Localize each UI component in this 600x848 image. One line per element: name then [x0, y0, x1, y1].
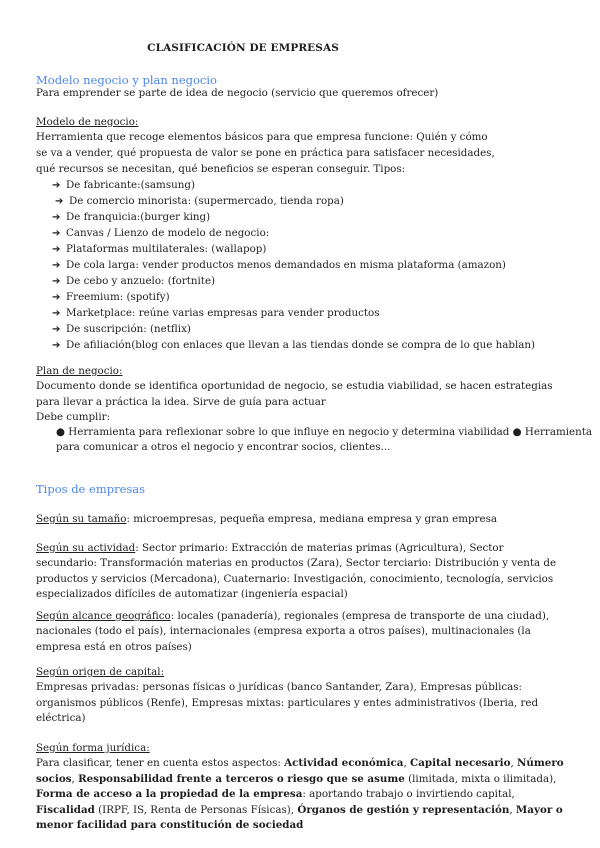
list-item: ➔ De fabricante:(samsung) [52, 179, 195, 191]
arrow-icon: ➔ [52, 180, 61, 191]
list-item: ➔ De afiliación(blog con enlaces que llevan a las tiendas donde se compra de lo que hablan) [52, 339, 536, 351]
list-item: ➔ De suscripción: (netflix) [52, 323, 191, 335]
list-item: ➔ De franquicia:(burger king) [52, 211, 211, 223]
list-item: ➔ Marketplace: reúne varias empresas para vender productos [52, 307, 380, 319]
arrow-icon: ➔ [52, 260, 61, 271]
list-item: ➔ De comercio minorista: (supermercado, tienda ropa) [55, 195, 344, 207]
list-item: ➔ Plataformas multilaterales: (wallapop) [52, 243, 267, 255]
alcance-paragraph: Según alcance geográfico: locales (panadería), regionales (empresa de transporte de una ciudad), nacionales (todo el país), internacionales (empresa exporta a otros países), multinacionales (la empresa está en otros países) [36, 610, 550, 653]
list-item: ➔ De cebo y anzuelo: (fortnite) [52, 275, 216, 287]
arrow-icon: ➔ [52, 276, 61, 287]
page-title: CLASIFICACIÓN DE EMPRESAS [147, 42, 339, 54]
juridica-paragraph: Según forma jurídica: Para clasificar, tener en cuenta estos aspectos: Actividad económica, Capital necesario, Número socios, Responsabilidad frente a terceros o riesgo que se asume (limitada, mixta o ilimitada), Forma de acceso a la propiedad de la empresa: aportando trabajo o invirtiendo capital, Fiscalidad (IRPF, IS, Renta de Personas Físicas), Órganos de gestión y representación, Mayor o menor facilidad para constitución de sociedad [36, 742, 564, 832]
list-item: ➔ De cola larga: vender productos menos demandados en misma plataforma (amazon) [52, 259, 506, 271]
actividad-paragraph: Según su actividad: Sector primario: Extracción de materias primas (Agricultura), Sector secundario: Transformación materias en productos (Zara), Sector terciario: Distribución y venta de productos y servicios (Mercadona), Cuaternario: Investigación, conocimiento, tecnología, servicios especializados difíciles de automatizar (ingeniería espacial) [36, 542, 557, 601]
arrow-icon: ➔ [52, 212, 61, 223]
arrow-icon: ➔ [52, 324, 61, 335]
modelo-line: qué recursos se necesitan, qué beneficios se esperan conseguir. Tipos: [36, 163, 406, 175]
modelo-line: Herramienta que recoge elementos básicos para que empresa funcione: Quién y cómo [36, 131, 488, 143]
list-item: ➔ Freemium: (spotify) [52, 291, 170, 303]
modelo-heading: Modelo de negocio: [36, 116, 139, 128]
plan-line: Debe cumplir: [36, 411, 111, 423]
modelo-line: se va a vender, qué propuesta de valor se pone en práctica para satisfacer necesidades, [36, 147, 495, 159]
arrow-icon: ➔ [52, 244, 61, 255]
plan-bullet: para comunicar a otros el negocio y encontrar socios, clientes... [56, 441, 391, 453]
plan-bullet: ● Herramienta para reflexionar sobre lo que influye en negocio y determina viabilidad ● Herramienta [56, 426, 593, 438]
section-heading-tipos: Tipos de empresas [36, 482, 146, 496]
arrow-icon: ➔ [52, 308, 61, 319]
plan-heading: Plan de negocio: [36, 365, 123, 377]
tamano-paragraph: Según su tamaño: microempresas, pequeña empresa, mediana empresa y gran empresa [36, 513, 497, 525]
capital-paragraph: Según origen de capital: Empresas privadas: personas físicas o jurídicas (banco Santander, Zara), Empresas públicas: organismos públicos (Renfe), Empresas mixtas: particulares y entes administrativos (Iberia, red eléctrica) [36, 666, 539, 725]
arrow-icon: ➔ [52, 340, 61, 351]
plan-line: para llevar a práctica la idea. Sirve de guía para actuar [36, 396, 326, 408]
plan-line: Documento donde se identifica oportunidad de negocio, se estudia viabilidad, se hacen estrategias [36, 380, 553, 392]
section-heading-modelo-plan: Modelo negocio y plan negocio [36, 73, 217, 87]
intro-text: Para emprender se parte de idea de negocio (servicio que queremos ofrecer) [36, 87, 439, 99]
list-item: ➔ Canvas / Lienzo de modelo de negocio: [52, 227, 270, 239]
arrow-icon: ➔ [52, 228, 61, 239]
arrow-icon: ➔ [55, 196, 64, 207]
arrow-icon: ➔ [52, 292, 61, 303]
